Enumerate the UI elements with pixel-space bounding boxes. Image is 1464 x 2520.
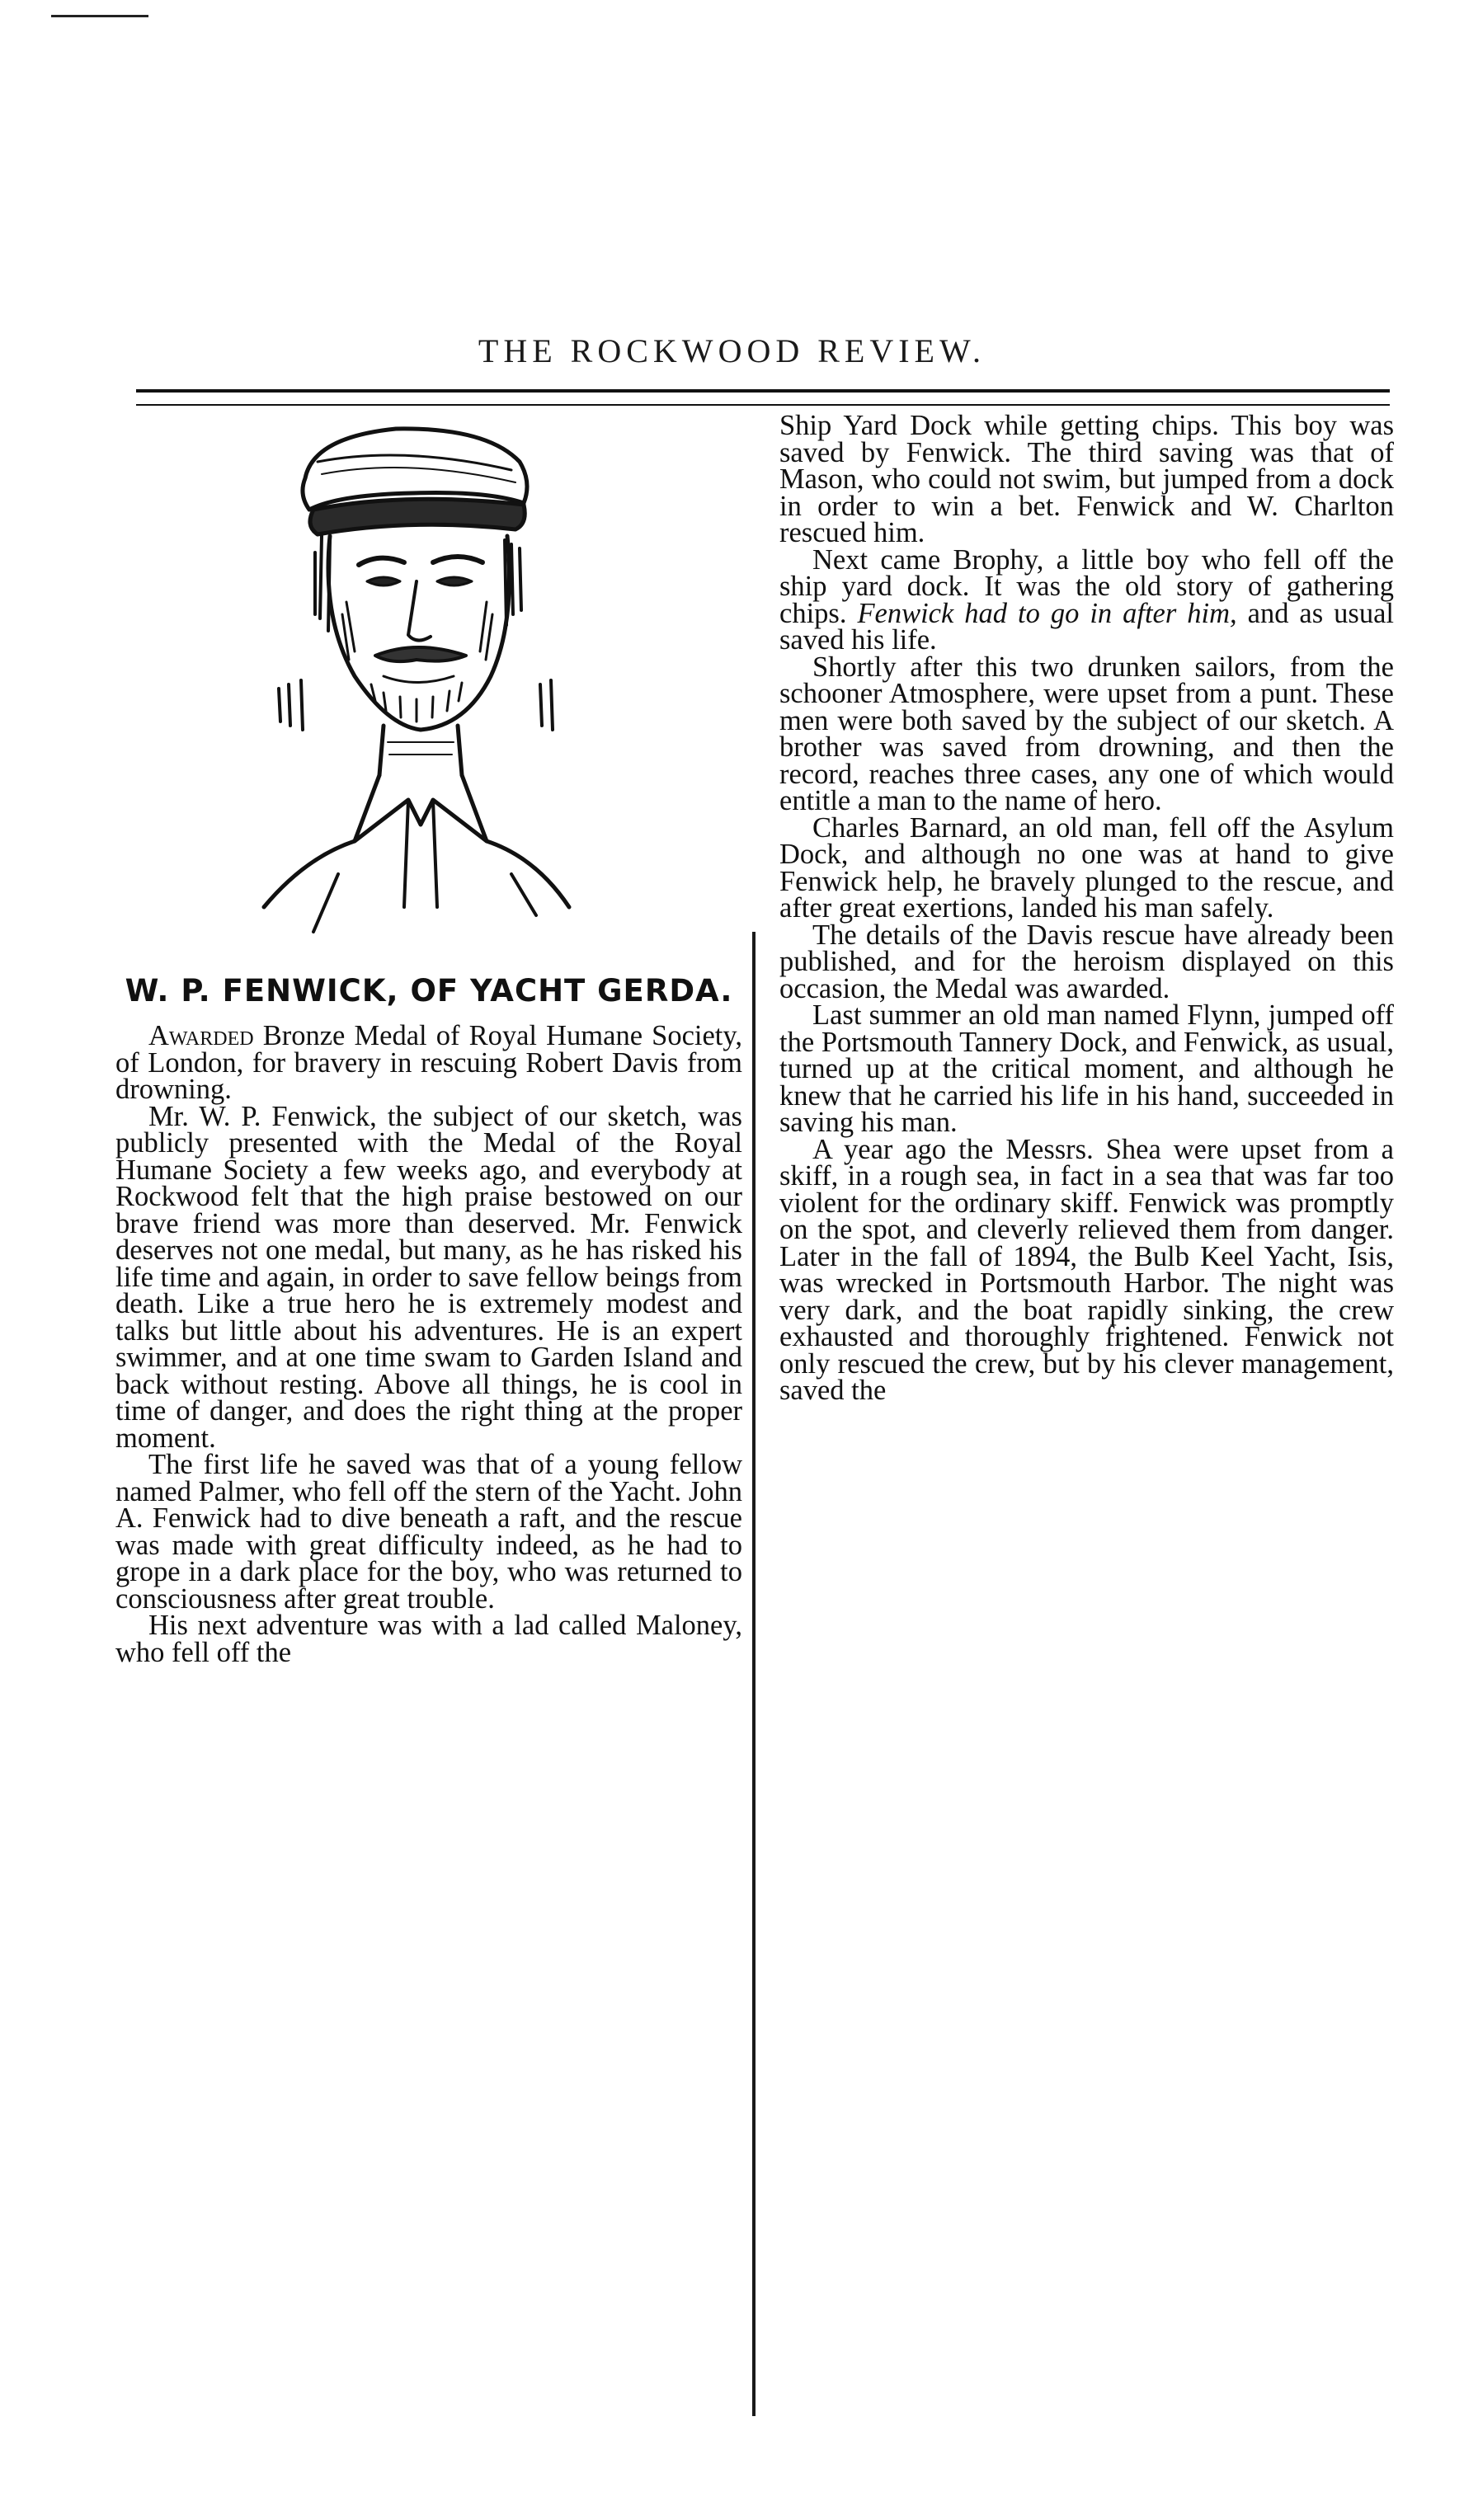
running-header: THE ROCKWOOD REVIEW. bbox=[478, 332, 986, 369]
award-paragraph bbox=[115, 1020, 742, 1105]
portrait-illustration bbox=[239, 412, 586, 940]
left-paragraph-1: Mr. W. P. Fenwick, the subject of our sketch, was publicly presented with the Medal of the Royal Humane Society a few weeks ago, and everybody at Rockwood felt that the high praise bestowed on our brave friend was more than deserved. Mr. Fenwick deserves not one medal, but many, as he has risked his life time and again, in order to save fellow beings from death. Like a true hero he is extremely modest and talks but little about his adventures. He is an expert swimmer, and at one time swam to Garden Island and back without resting. Above all things, he is cool in time of danger, and does the right thing at the proper moment. bbox=[115, 1100, 742, 1454]
right-column bbox=[779, 412, 1394, 1404]
brophy-text-end: and as usual saved his life. bbox=[779, 597, 1394, 656]
brophy-paragraph bbox=[779, 543, 1394, 656]
award-lead: Awarded bbox=[148, 1020, 254, 1051]
right-paragraph-5: A year ago the Messrs. Shea were upset from a skiff, in a rough sea, in fact in a sea that was far too violent for the ordinary skiff. Fenwick was promptly on the spot, and cleverly relieved them from danger. Later in the fall of 1894, the Bulb Keel Yacht, Isis, was wrecked in Portsmouth Harbor. The night was very dark, and the boat rapidly sinking, the crew exhausted and thoroughly frightened. Fenwick not only rescued the crew, but by his clever management, saved the bbox=[779, 1133, 1394, 1406]
left-paragraph-3: His next adventure was with a lad called Maloney, who fell off the bbox=[115, 1610, 742, 1668]
award-text: Bronze Medal of Royal Humane Society, of London, for bravery in rescuing Robert Davis from drowning. bbox=[115, 1020, 742, 1105]
top-edge-mark bbox=[51, 15, 148, 17]
right-paragraph-3: The details of the Davis rescue have already been published, and for the heroism displayed on this occasion, the Medal was awarded. bbox=[779, 919, 1394, 1004]
left-column bbox=[115, 1020, 742, 1668]
brophy-text-italic: Fenwick had to go in after him, bbox=[857, 597, 1237, 629]
header-double-rule bbox=[136, 389, 1390, 406]
brophy-text-start: Next came Brophy, a little boy who fell off the ship yard dock. It was the old story of gathering chips. bbox=[779, 543, 1394, 629]
right-paragraph-2: Charles Barnard, an old man, fell off the Asylum Dock, and although no one was at hand to give Fenwick help, he bravely plunged to the rescue, and after great exertions, landed his man safely. bbox=[779, 811, 1394, 924]
column-divider bbox=[752, 421, 756, 2416]
right-continuation: Ship Yard Dock while getting chips. This boy was saved by Fenwick. The third saving was that of Mason, who could not swim, but jumped from a dock in order to win a bet. Fenwick and W. Charlton rescued him. bbox=[779, 410, 1394, 548]
right-paragraph-4: Last summer an old man named Flynn, jumped off the Portsmouth Tannery Dock, and Fenwick, as usual, turned up at the critical moment, and although he knew that he carried his life in his hand, succeeded in saving his man. bbox=[779, 999, 1394, 1138]
portrait-caption: W. P. FENWICK, OF YACHT GERDA. bbox=[125, 973, 733, 1008]
right-paragraph-1: Shortly after this two drunken sailors, from the schooner Atmosphere, were upset from a punt. These men were both saved by the subject of our sketch. A brother was saved from drowning, and then the record, reaches three cases, any one of which would entitle a man to the name of hero. bbox=[779, 651, 1394, 816]
left-paragraph-2: The first life he saved was that of a young fellow named Palmer, who fell off the stern of the Yacht. John A. Fenwick had to dive beneath a raft, and the rescue was made with great difficulty indeed, as he had to grope in a dark place for the boy, who was returned to consciousness after great trouble. bbox=[115, 1449, 742, 1615]
